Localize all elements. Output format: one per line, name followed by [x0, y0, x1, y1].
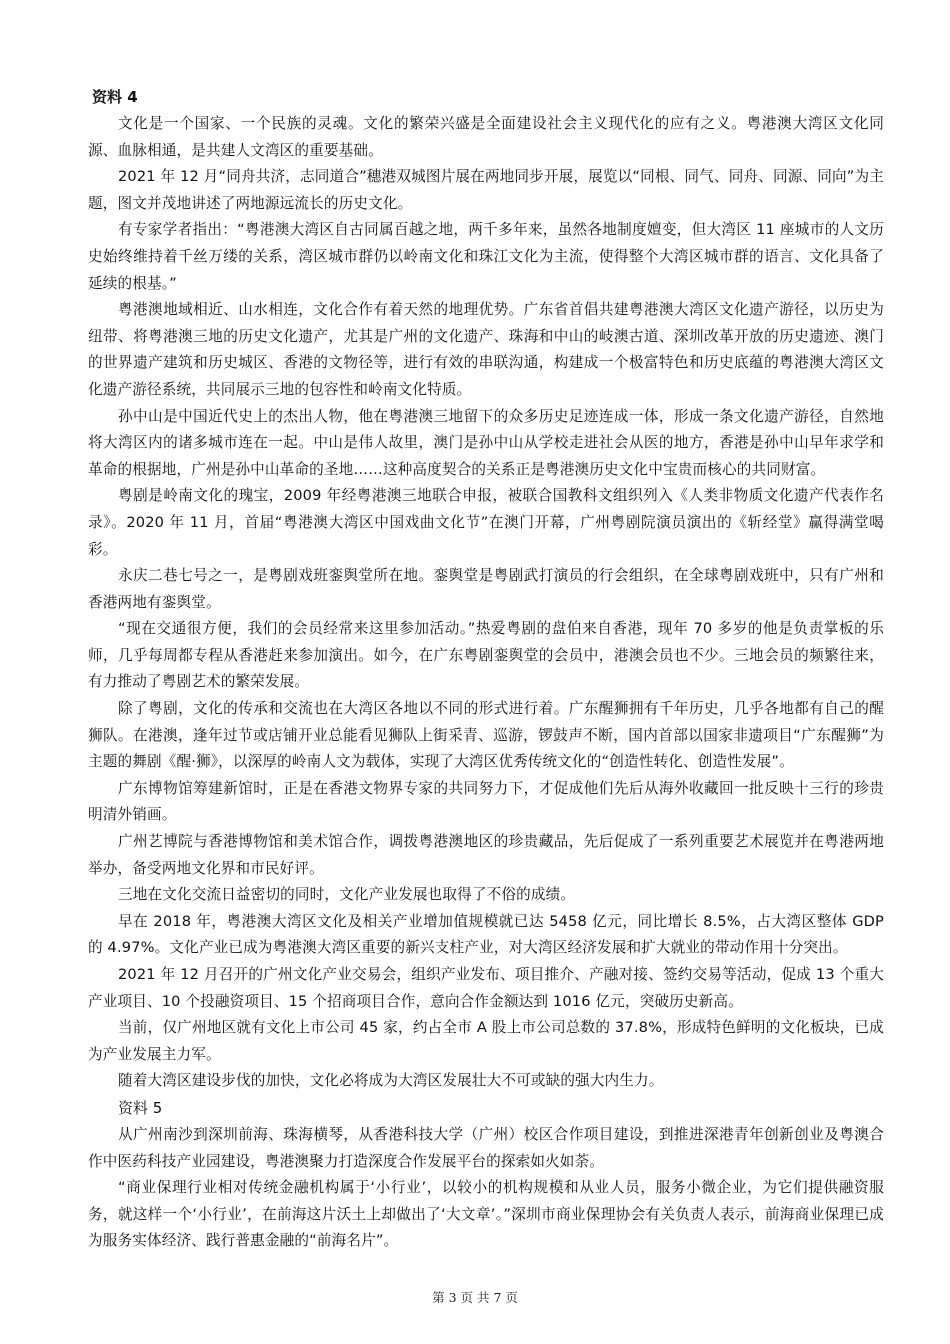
paragraph: 孙中山是中国近代史上的杰出人物，他在粤港澳三地留下的众多历史足迹连成一体，形成一条文化遗产游径，自然地将大湾区内的诸多城市连在一起。中山是伟人故里，澳门是孙中山从学校走进社会从医的地方，香港是孙中山早年求学和革命的根据地，广州是孙中山革命的圣地……这种高度契合的关系正是粤港澳历史文化中宝贵而核心的共同财富。 — [88, 407, 884, 478]
section-title-5: 资料 5 — [118, 1098, 163, 1117]
paragraph: 永庆二巷七号之一，是粤剧戏班銮舆堂所在地。銮舆堂是粤剧武打演员的行会组织，在全球粤剧戏班中，只有广州和香港两地有銮舆堂。 — [88, 567, 884, 611]
paragraph: 粤剧是岭南文化的瑰宝，2009 年经粤港澳三地联合申报，被联合国教科文组织列入《人类非物质文化遗产代表作名录》。2020 年 11 月，首届“粤港澳大湾区中国戏曲文化节”在澳门开幕，广州粤剧院演员演出的《斩经堂》赢得满堂喝彩。 — [88, 487, 884, 558]
document-body — [88, 84, 884, 1255]
paragraph: 广东博物馆筹建新馆时，正是在香港文物界专家的共同努力下，才促成他们先后从海外收藏回一批反映十三行的珍贵明清外销画。 — [88, 779, 884, 824]
paragraph: 随着大湾区建设步伐的加快，文化必将成为大湾区发展壮大不可或缺的强大内生力。 — [118, 1072, 664, 1090]
paragraph: 除了粤剧，文化的传承和交流也在大湾区各地以不同的形式进行着。广东醒狮拥有千年历史，几乎各地都有自己的醒狮队。在港澳，逢年过节或店铺开业总能看见狮队上街采青、巡游，锣鼓声不断，国内首部以国家非遗项目“广东醒狮”为主题的舞剧《醒·狮》，以深厚的岭南人文为载体，实现了大湾区优秀传统文化的“创造性转化、创造性发展”。 — [88, 700, 884, 771]
paragraph: 广州艺博院与香港博物馆和美术馆合作，调拨粤港澳地区的珍贵藏品，先后促成了一系列重要艺术展览并在粤港两地举办，备受两地文化界和市民好评。 — [88, 833, 884, 877]
paragraph: “商业保理行业相对传统金融机构属于‘小行业’，以较小的机构规模和从业人员，服务小微企业，为它们提供融资服务，就这样一个‘小行业’，在前海这片沃土上却做出了‘大文章’。”深圳市商业保理协会有关负责人表示，前海商业保理已成为服务实体经济、践行普惠金融的“前海名片”。 — [88, 1179, 884, 1250]
paragraph: “现在交通很方便，我们的会员经常来这里参加活动。”热爱粤剧的盘伯来自香港，现年 70 多岁的他是负责掌板的乐师，几乎每周都专程从香港赶来参加演出。如今，在广东粤剧銮舆堂的会员中，港澳会员也不少。三地会员的频繁往来，有力推动了粤剧艺术的繁荣发展。 — [88, 620, 884, 691]
section-title-4: 资料 4 — [92, 88, 138, 106]
paragraph: 早在 2018 年，粤港澳大湾区文化及相关产业增加值规模就已达 5458 亿元，同比增长 8.5%，占大湾区整体 GDP 的 4.97%。文化产业已成为粤港澳大湾区重要的新兴支柱产业，对大湾区经济发展和扩大就业的带动作用十分突出。 — [88, 912, 884, 957]
paragraph: 三地在文化交流日益密切的同时，文化产业发展也取得了不俗的成绩。 — [118, 886, 576, 904]
paragraph: 从广州南沙到深圳前海、珠海横琴，从香港科技大学（广州）校区合作项目建设，到推进深港青年创新创业及粤澳合作中医药科技产业园建设，粤港澳聚力打造深度合作发展平台的探索如火如荼。 — [88, 1125, 884, 1170]
paragraph: 文化是一个国家、一个民族的灵魂。文化的繁荣兴盛是全面建设社会主义现代化的应有之义。粤港澳大湾区文化同源、血脉相通，是共建人文湾区的重要基础。 — [88, 115, 884, 159]
page-number-footer: 第 3 页 共 7 页 — [432, 1290, 518, 1305]
paragraph: 2021 年 12 月“同舟共济，志同道合”穗港双城图片展在两地同步开展，展览以“同根、同气、同舟、同源、同向”为主题，图文并茂地讲述了两地源远流长的历史文化。 — [88, 168, 884, 212]
paragraph: 当前，仅广州地区就有文化上市公司 45 家，约占全市 A 股上市公司总数的 37.8%，形成特色鲜明的文化板块，已成为产业发展主力军。 — [88, 1019, 884, 1063]
paragraph: 有专家学者指出：“粤港澳大湾区自古同属百越之地，两千多年来，虽然各地制度嬗变，但大湾区 11 座城市的人文历史始终维持着千丝万缕的关系，湾区城市群仍以岭南文化和珠江文化为主流，使得整个大湾区城市群的语言、文化具备了延续的根基。” — [88, 221, 884, 292]
paragraph: 粤港澳地域相近、山水相连，文化合作有着天然的地理优势。广东省首倡共建粤港澳大湾区文化遗产游径，以历史为纽带、将粤港澳三地的历史文化遗产，尤其是广州的文化遗产、珠海和中山的岐澳古道、深圳改革开放的历史遗迹、澳门的世界遗产建筑和历史城区、香港的文物径等，进行有效的串联沟通，构建成一个极富特色和历史底蕴的粤港澳大湾区文化遗产游径系统，共同展示三地的包容性和岭南文化特质。 — [88, 301, 884, 398]
paragraph: 2021 年 12 月召开的广州文化产业交易会，组织产业发布、项目推介、产融对接、签约交易等活动，促成 13 个重大产业项目、10 个投融资项目、15 个招商项目合作，意向合作金额达到 1016 亿元，突破历史新高。 — [88, 966, 884, 1010]
